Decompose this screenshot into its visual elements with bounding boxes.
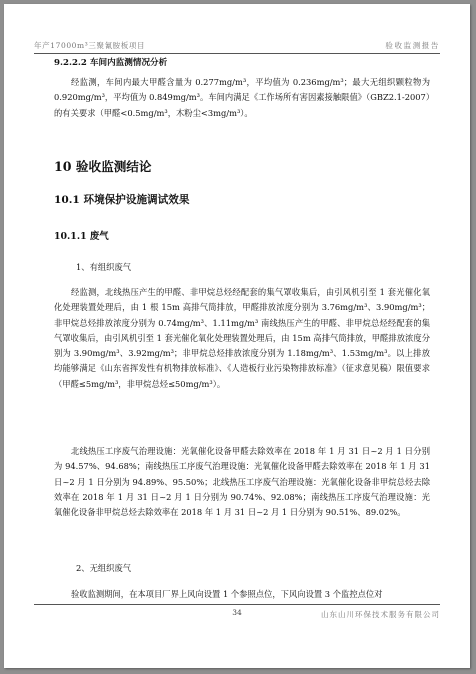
page-number: 34: [232, 608, 242, 617]
section-heading-10: 10 验收监测结论: [54, 159, 152, 174]
header-project-title: 年产17000m³三聚氰胺板项目: [34, 41, 146, 50]
page-header: [34, 39, 440, 54]
paragraph-removal-efficiency: 北线热压工序废气治理设施：光氧催化设备甲醛去除效率在 2018 年 1 月 31 日~2 月 1 日分别为 94.57%、94.68%；南线热压工序废气治理设施：光氧催化设备甲醛去除效率在 2018 年 1 月 31 日~2 月 1 日分别为 94.89%、95.50%；北线热压工序废气治理设施：光氧催化设备非甲烷总烃去除效率在 2018 年 1 月 31 日~2 月 1 日分别为 90.74%、92.08%；南线热压工序废气治理设施：光氧催化设备非甲烷总烃去除效率在 2018 年 1 月 31 日~2 月 1 日分别为 90.51%、89.02%。: [54, 446, 430, 518]
paragraph-organized-emission: 经监测，北线热压产生的甲醛、非甲烷总烃经配套的集气罩收集后，由引风机引至 1 套光催化氧化处理装置处理后，由 1 根 15m 高排气筒排放，甲醛排放浓度分别为 3.76mg/m³、3.90mg/m³；非甲烷总烃排放浓度分别为 0.74mg/m³、1.11mg/m³ 南线热压产生的甲醛、非甲烷总烃经配套的集气罩收集后，由引风机引至 1 套光催化氧化处理装置处理后，由 15m 高排气筒排放，甲醛排放浓度分别为 3.90mg/m³、3.92mg/m³；非甲烷总烃排放浓度分别为 1.18mg/m³、1.53mg/m³。以上排放均能够满足《山东省挥发性有机物排放标准》、《人造板行业污染物排放标准》（征求意见稿）限值要求（甲醛≤5mg/m³，非甲烷总烃≤50mg/m³）。: [54, 287, 430, 389]
section-heading-10-1: 10.1 环境保护设施调试效果: [54, 194, 190, 206]
section-heading-10-1-1: 10.1.1 废气: [54, 231, 109, 242]
paragraph-unorganized-monitoring: 验收监测期间，在本项目厂界上风向设置 1 个参照点位，下风向设置 3 个监控点位对: [71, 589, 383, 599]
paragraph-workshop-monitoring: 经监测，车间内最大甲醛含量为 0.277mg/m³，平均值为 0.236mg/m³；最大无组织颗粒物为 0.920mg/m³，平均值为 0.849mg/m³。车间内满足《工作场所有害因素接触限值》（GBZ2.1-2007）的有关要求（甲醛<0.5mg/m³，木粉尘<3mg/m³）。: [54, 77, 430, 118]
document-page: [4, 4, 470, 668]
header-report-title: 验收监测报告: [385, 41, 440, 50]
footer-company: 山东山川环保技术服务有限公司: [321, 610, 440, 619]
subheading-organized-waste-gas: 1、有组织废气: [76, 262, 132, 272]
section-heading-9-2-2-2: 9.2.2.2 车间内监测情况分析: [54, 58, 168, 68]
subheading-unorganized-waste-gas: 2、无组织废气: [76, 563, 132, 573]
